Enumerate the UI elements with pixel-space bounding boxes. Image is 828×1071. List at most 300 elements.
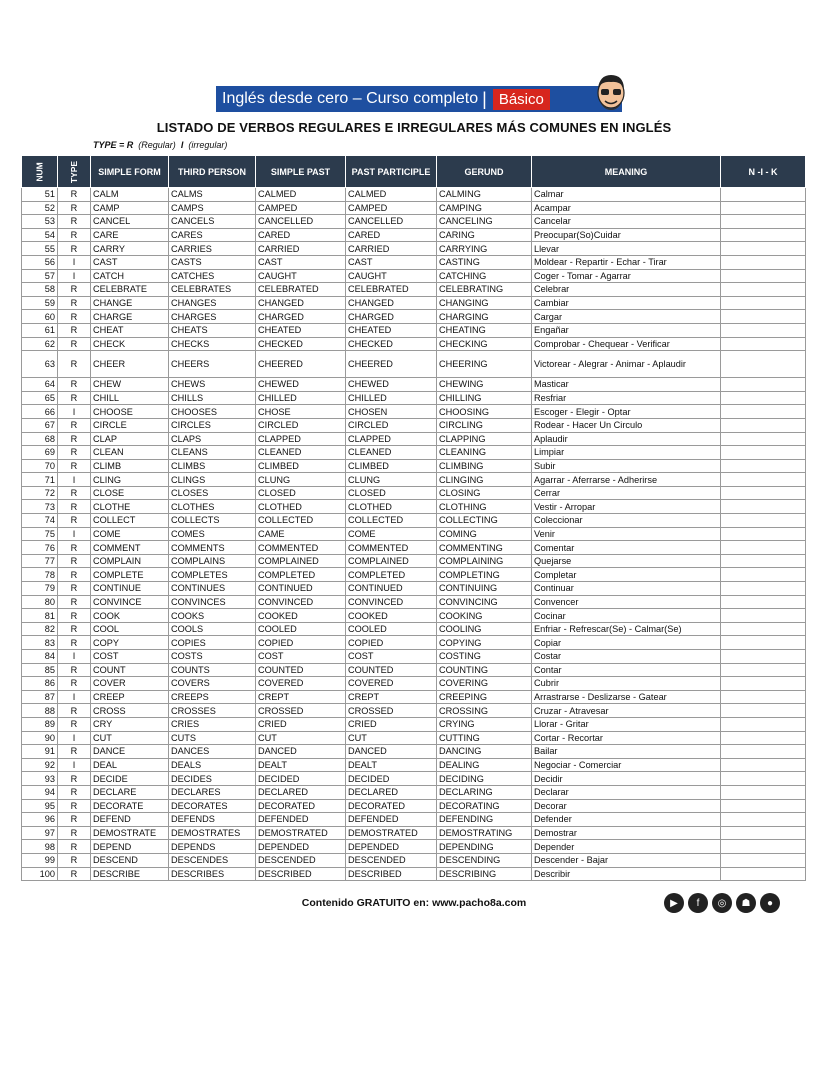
table-cell: Masticar [532, 378, 721, 392]
column-header: SIMPLE PAST [256, 156, 346, 188]
table-cell: R [58, 500, 91, 514]
table-cell: 74 [22, 514, 58, 528]
column-header [58, 156, 91, 188]
table-row [22, 201, 806, 215]
table-cell: R [58, 378, 91, 392]
table-cell: CONVINCING [437, 595, 532, 609]
table-cell: R [58, 215, 91, 229]
table-cell: CLAPPED [256, 432, 346, 446]
table-cell: 81 [22, 609, 58, 623]
table-cell: 73 [22, 500, 58, 514]
table-cell: CIRCLED [256, 418, 346, 432]
table-cell: CANCELLED [256, 215, 346, 229]
table-cell: 52 [22, 201, 58, 215]
table-cell: CATCH [91, 269, 169, 283]
table-cell [721, 704, 806, 718]
table-cell: Bailar [532, 745, 721, 759]
table-cell [721, 228, 806, 242]
table-cell: 70 [22, 459, 58, 473]
table-cell: Vestir - Arropar [532, 500, 721, 514]
table-row [22, 228, 806, 242]
table-row [22, 418, 806, 432]
table-cell [721, 337, 806, 351]
table-cell: CALMS [169, 188, 256, 202]
table-cell: 82 [22, 622, 58, 636]
table-cell: Costar [532, 650, 721, 664]
table-cell: CANCELLED [346, 215, 437, 229]
table-row [22, 582, 806, 596]
table-cell: CLING [91, 473, 169, 487]
table-row [22, 378, 806, 392]
table-cell [721, 867, 806, 881]
table-cell: COPYING [437, 636, 532, 650]
footer-website: Contenido GRATUITO en: www.pacho8a.com [301, 897, 527, 909]
table-cell: CHEERING [437, 351, 532, 378]
table-cell: CLOSING [437, 486, 532, 500]
table-cell: CLAPPED [346, 432, 437, 446]
table-cell [721, 269, 806, 283]
table-cell: DEPENDED [346, 840, 437, 854]
table-cell: CHOSEN [346, 405, 437, 419]
table-cell [721, 840, 806, 854]
table-cell: R [58, 418, 91, 432]
table-cell: COMMENTED [256, 541, 346, 555]
table-cell: CHILLED [256, 391, 346, 405]
table-cell: 95 [22, 799, 58, 813]
table-row [22, 215, 806, 229]
facebook-icon[interactable]: f [688, 893, 708, 913]
table-cell: CHOOSING [437, 405, 532, 419]
table-cell: CREPT [346, 690, 437, 704]
table-cell: COMMENTING [437, 541, 532, 555]
table-cell: 65 [22, 391, 58, 405]
column-header: PAST PARTICIPLE [346, 156, 437, 188]
table-cell: 85 [22, 663, 58, 677]
table-cell: CROSSES [169, 704, 256, 718]
table-cell: CRY [91, 717, 169, 731]
table-cell: CLIMBED [256, 459, 346, 473]
table-cell [721, 595, 806, 609]
table-cell: 93 [22, 772, 58, 786]
table-cell: R [58, 432, 91, 446]
cartoon-avatar-icon [594, 72, 628, 112]
table-cell [721, 255, 806, 269]
table-cell: Escoger - Elegir - Optar [532, 405, 721, 419]
table-cell: Rodear - Hacer Un Circulo [532, 418, 721, 432]
table-cell: I [58, 527, 91, 541]
table-cell: CAST [91, 255, 169, 269]
table-cell: CRYING [437, 717, 532, 731]
table-cell [721, 609, 806, 623]
table-cell: Cubrir [532, 677, 721, 691]
table-cell: COMPLAINED [256, 554, 346, 568]
table-cell: Convencer [532, 595, 721, 609]
table-cell: DEMOSTRATED [256, 826, 346, 840]
table-row [22, 772, 806, 786]
table-row [22, 636, 806, 650]
table-cell: DESCRIBED [256, 867, 346, 881]
table-cell [721, 323, 806, 337]
table-cell: Agarrar - Aferrarse - Adherirse [532, 473, 721, 487]
table-cell: Venir [532, 527, 721, 541]
table-cell: COMES [169, 527, 256, 541]
table-header [22, 156, 806, 188]
table-cell: COME [91, 527, 169, 541]
table-cell: COSTS [169, 650, 256, 664]
table-cell: DEPENDING [437, 840, 532, 854]
table-cell: R [58, 840, 91, 854]
table-row [22, 785, 806, 799]
table-cell: DESCRIBED [346, 867, 437, 881]
table-cell: CARES [169, 228, 256, 242]
table-cell: CARRYING [437, 242, 532, 256]
table-cell: R [58, 459, 91, 473]
table-row [22, 269, 806, 283]
table-cell: COMMENTED [346, 541, 437, 555]
table-row [22, 717, 806, 731]
table-row [22, 704, 806, 718]
table-cell: Cambiar [532, 296, 721, 310]
table-cell: CANCELS [169, 215, 256, 229]
table-cell: 98 [22, 840, 58, 854]
table-cell [721, 717, 806, 731]
table-cell: CLOTHED [256, 500, 346, 514]
table-cell: CELEBRATING [437, 283, 532, 297]
table-cell: R [58, 323, 91, 337]
table-cell: Depender [532, 840, 721, 854]
table-cell [721, 378, 806, 392]
table-cell: R [58, 514, 91, 528]
table-cell: R [58, 188, 91, 202]
table-row [22, 242, 806, 256]
table-cell: COOLING [437, 622, 532, 636]
table-cell: COUNTING [437, 663, 532, 677]
table-cell: 89 [22, 717, 58, 731]
table-cell: 75 [22, 527, 58, 541]
column-header: SIMPLE FORM [91, 156, 169, 188]
type-legend [93, 140, 227, 150]
table-cell: COLLECTING [437, 514, 532, 528]
table-row [22, 323, 806, 337]
table-cell: CIRCLES [169, 418, 256, 432]
table-cell: Preocupar(So)Cuidar [532, 228, 721, 242]
table-cell: 79 [22, 582, 58, 596]
table-cell: Demostrar [532, 826, 721, 840]
table-cell [721, 758, 806, 772]
table-cell: CONVINCED [256, 595, 346, 609]
table-cell: R [58, 717, 91, 731]
table-cell: DEFEND [91, 813, 169, 827]
table-cell [721, 391, 806, 405]
table-cell: CLEANED [256, 446, 346, 460]
table-cell: CHOSE [256, 405, 346, 419]
table-cell: 64 [22, 378, 58, 392]
table-cell: R [58, 677, 91, 691]
table-cell: CHILL [91, 391, 169, 405]
table-cell: COOLED [346, 622, 437, 636]
table-cell: CUTTING [437, 731, 532, 745]
table-cell: 96 [22, 813, 58, 827]
table-cell [721, 351, 806, 378]
table-cell [721, 554, 806, 568]
table-cell: CHOOSES [169, 405, 256, 419]
table-cell: CALMING [437, 188, 532, 202]
table-cell: CLAP [91, 432, 169, 446]
table-cell: DESCENDED [346, 853, 437, 867]
table-cell [721, 636, 806, 650]
table-cell: COPIED [346, 636, 437, 650]
table-cell: 59 [22, 296, 58, 310]
table-cell: CONTINUING [437, 582, 532, 596]
table-cell: CHECKED [346, 337, 437, 351]
table-cell: CHEWS [169, 378, 256, 392]
table-cell: CELEBRATED [346, 283, 437, 297]
table-cell: I [58, 758, 91, 772]
table-cell [721, 622, 806, 636]
column-header: MEANING [532, 156, 721, 188]
table-row [22, 541, 806, 555]
table-cell: 83 [22, 636, 58, 650]
table-cell: CATCHING [437, 269, 532, 283]
table-cell: Celebrar [532, 283, 721, 297]
table-cell: CHARGE [91, 310, 169, 324]
table-cell: DECIDE [91, 772, 169, 786]
table-cell: CARRIES [169, 242, 256, 256]
table-cell: 62 [22, 337, 58, 351]
table-cell [721, 582, 806, 596]
table-cell [721, 745, 806, 759]
table-cell: CLOTHE [91, 500, 169, 514]
table-cell: CHANGE [91, 296, 169, 310]
table-cell: CLOSES [169, 486, 256, 500]
table-cell: R [58, 799, 91, 813]
table-row [22, 283, 806, 297]
table-cell: COST [256, 650, 346, 664]
table-cell: CHECK [91, 337, 169, 351]
table-row [22, 255, 806, 269]
table-cell: CIRCLED [346, 418, 437, 432]
table-cell: CUTS [169, 731, 256, 745]
table-cell: CUT [346, 731, 437, 745]
table-cell: CHANGES [169, 296, 256, 310]
table-cell: 100 [22, 867, 58, 881]
table-cell: CHEATED [256, 323, 346, 337]
table-cell: COLLECTED [346, 514, 437, 528]
table-cell: DEAL [91, 758, 169, 772]
table-cell: CHEATING [437, 323, 532, 337]
table-cell: CAUGHT [346, 269, 437, 283]
youtube-icon[interactable]: ▶ [664, 893, 684, 913]
table-cell: DESCRIBES [169, 867, 256, 881]
table-cell: CARING [437, 228, 532, 242]
table-cell: 97 [22, 826, 58, 840]
table-cell: COMPLETING [437, 568, 532, 582]
table-cell: Coleccionar [532, 514, 721, 528]
table-cell: DESCENDING [437, 853, 532, 867]
table-cell [721, 527, 806, 541]
table-cell: CROSS [91, 704, 169, 718]
table-cell: 78 [22, 568, 58, 582]
table-cell [721, 541, 806, 555]
table-cell: Declarar [532, 785, 721, 799]
table-cell: CLOTHING [437, 500, 532, 514]
table-cell: CHECKING [437, 337, 532, 351]
table-cell: 90 [22, 731, 58, 745]
table-cell: CHEAT [91, 323, 169, 337]
legend-type-label: TYPE = R [93, 140, 134, 150]
table-cell: CHILLS [169, 391, 256, 405]
table-cell: CIRCLE [91, 418, 169, 432]
table-row [22, 853, 806, 867]
table-cell: Completar [532, 568, 721, 582]
table-cell: CRIED [346, 717, 437, 731]
table-cell: COSTING [437, 650, 532, 664]
table-row [22, 622, 806, 636]
table-cell: CELEBRATES [169, 283, 256, 297]
table-cell: 67 [22, 418, 58, 432]
table-cell: R [58, 228, 91, 242]
table-cell: DEPENDED [256, 840, 346, 854]
table-cell: CUT [91, 731, 169, 745]
table-cell: CASTING [437, 255, 532, 269]
table-cell: CONTINUE [91, 582, 169, 596]
table-cell: I [58, 731, 91, 745]
table-row [22, 568, 806, 582]
table-body [22, 188, 806, 881]
table-cell: DEALS [169, 758, 256, 772]
table-row [22, 473, 806, 487]
table-cell: 71 [22, 473, 58, 487]
table-cell: Quejarse [532, 554, 721, 568]
table-cell: CONTINUES [169, 582, 256, 596]
table-cell: CHEWED [256, 378, 346, 392]
table-cell: CHILLING [437, 391, 532, 405]
table-cell: 72 [22, 486, 58, 500]
table-cell: Coger - Tomar - Agarrar [532, 269, 721, 283]
table-cell: Negociar - Comerciar [532, 758, 721, 772]
table-cell: CLOSED [256, 486, 346, 500]
table-cell: 63 [22, 351, 58, 378]
instagram-icon[interactable]: ◎ [712, 893, 732, 913]
table-cell: COMPLETED [346, 568, 437, 582]
table-cell: Describir [532, 867, 721, 881]
table-cell: COMPLETES [169, 568, 256, 582]
table-cell: CHARGES [169, 310, 256, 324]
table-cell: 57 [22, 269, 58, 283]
table-cell: DECLARES [169, 785, 256, 799]
android-icon[interactable]: ☗ [736, 893, 756, 913]
table-cell: I [58, 473, 91, 487]
table-cell: Acampar [532, 201, 721, 215]
table-cell: CLINGING [437, 473, 532, 487]
table-cell: DECLARING [437, 785, 532, 799]
table-cell: 87 [22, 690, 58, 704]
table-cell [721, 799, 806, 813]
table-cell: DANCING [437, 745, 532, 759]
table-cell: COST [346, 650, 437, 664]
table-cell: 58 [22, 283, 58, 297]
table-cell: CASTS [169, 255, 256, 269]
table-cell: CARE [91, 228, 169, 242]
table-cell: CONVINCES [169, 595, 256, 609]
table-cell [721, 201, 806, 215]
table-cell [721, 500, 806, 514]
table-cell: DEMOSTRATED [346, 826, 437, 840]
table-cell: CHEWING [437, 378, 532, 392]
table-cell [721, 459, 806, 473]
table-cell: COOK [91, 609, 169, 623]
table-cell: COMPLAINING [437, 554, 532, 568]
table-cell: 86 [22, 677, 58, 691]
table-cell: CAMP [91, 201, 169, 215]
table-cell: I [58, 255, 91, 269]
table-cell: CLOTHED [346, 500, 437, 514]
table-cell: Llorar - Gritar [532, 717, 721, 731]
table-cell: Limpiar [532, 446, 721, 460]
table-row [22, 663, 806, 677]
table-cell: CROSSED [256, 704, 346, 718]
table-cell: CLEANED [346, 446, 437, 460]
table-cell: DECLARED [346, 785, 437, 799]
table-cell: R [58, 568, 91, 582]
table-cell: I [58, 650, 91, 664]
table-cell: R [58, 337, 91, 351]
table-cell: R [58, 582, 91, 596]
table-cell: Cruzar - Atravesar [532, 704, 721, 718]
table-cell: CHEERED [346, 351, 437, 378]
table-cell: R [58, 595, 91, 609]
table-cell: R [58, 391, 91, 405]
table-row [22, 799, 806, 813]
table-cell: R [58, 554, 91, 568]
table-cell: CLEANING [437, 446, 532, 460]
table-row [22, 677, 806, 691]
table-cell: COMPLAIN [91, 554, 169, 568]
table-cell: 94 [22, 785, 58, 799]
table-cell: CHECKED [256, 337, 346, 351]
table-cell: 61 [22, 323, 58, 337]
table-cell: R [58, 813, 91, 827]
table-cell: COVERS [169, 677, 256, 691]
table-cell: 99 [22, 853, 58, 867]
table-cell: DECIDED [256, 772, 346, 786]
table-cell: CATCHES [169, 269, 256, 283]
table-row [22, 432, 806, 446]
table-row [22, 514, 806, 528]
table-cell: DESCRIBE [91, 867, 169, 881]
table-row [22, 758, 806, 772]
table-cell: Engañar [532, 323, 721, 337]
apple-icon[interactable]: ● [760, 893, 780, 913]
table-cell [721, 405, 806, 419]
table-cell: CLAPPING [437, 432, 532, 446]
table-cell: DESCENDED [256, 853, 346, 867]
table-cell: CAMPED [256, 201, 346, 215]
table-cell: CLEANS [169, 446, 256, 460]
table-cell: CLOTHES [169, 500, 256, 514]
table-cell: CARED [256, 228, 346, 242]
table-cell: 91 [22, 745, 58, 759]
table-cell: R [58, 704, 91, 718]
table-cell: DECORATED [256, 799, 346, 813]
table-cell: DEMOSTRATES [169, 826, 256, 840]
table-cell: CHEERED [256, 351, 346, 378]
table-cell: 77 [22, 554, 58, 568]
table-cell: CLAPS [169, 432, 256, 446]
table-cell: CLOSE [91, 486, 169, 500]
table-cell [721, 650, 806, 664]
table-cell: DEFENDED [256, 813, 346, 827]
